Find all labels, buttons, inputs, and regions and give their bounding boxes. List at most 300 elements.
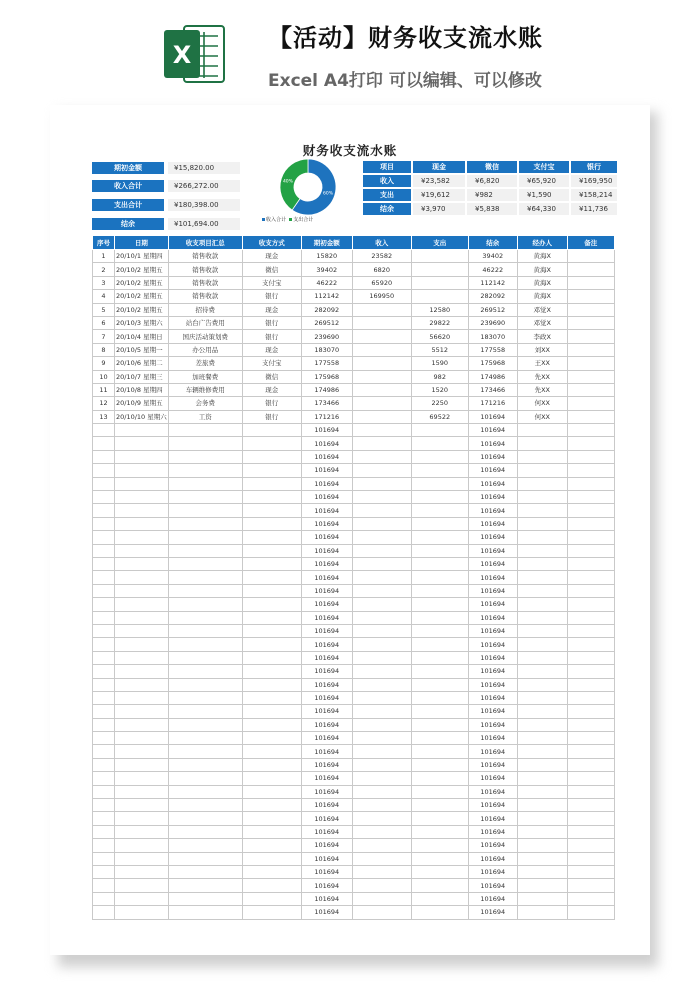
ledger-cell[interactable] [411,477,468,490]
ledger-cell[interactable]: 现金 [242,343,301,356]
ledger-cell[interactable] [93,437,115,450]
ledger-cell[interactable] [517,584,567,597]
ledger-cell[interactable] [242,531,301,544]
ledger-cell[interactable] [115,651,169,664]
ledger-cell[interactable] [411,665,468,678]
ledger-cell[interactable] [352,343,411,356]
ledger-cell[interactable] [411,691,468,704]
ledger-cell[interactable] [115,491,169,504]
ledger-cell[interactable]: 101694 [468,504,517,517]
ledger-cell[interactable]: 101694 [468,732,517,745]
ledger-cell[interactable]: 黄海X [517,263,567,276]
ledger-cell[interactable] [93,865,115,878]
ledger-cell[interactable] [567,758,614,771]
ledger-cell[interactable]: 101694 [468,517,517,530]
ledger-cell[interactable]: 站台广告费用 [168,316,242,329]
ledger-cell[interactable]: 邓觉X [517,316,567,329]
ledger-cell[interactable]: 46222 [301,276,352,289]
ledger-cell[interactable]: 10 [93,370,115,383]
ledger-cell[interactable]: 101694 [468,892,517,905]
ledger-cell[interactable]: 15820 [301,250,352,263]
ledger-cell[interactable] [567,799,614,812]
ledger-cell[interactable] [168,879,242,892]
ledger-cell[interactable] [567,276,614,289]
ledger-cell[interactable] [115,584,169,597]
ledger-cell[interactable] [93,852,115,865]
ledger-cell[interactable] [567,812,614,825]
ledger-cell[interactable]: 销售收款 [168,263,242,276]
ledger-cell[interactable] [242,557,301,570]
ledger-cell[interactable]: 173466 [468,383,517,396]
ledger-cell[interactable]: 8 [93,343,115,356]
ledger-cell[interactable] [517,812,567,825]
ledger-cell[interactable]: 101694 [468,852,517,865]
ledger-cell[interactable] [242,611,301,624]
ledger-cell[interactable] [517,678,567,691]
ledger-cell[interactable] [242,624,301,637]
ledger-cell[interactable] [168,799,242,812]
ledger-cell[interactable] [411,799,468,812]
ledger-cell[interactable]: 174986 [468,370,517,383]
ledger-cell[interactable]: 1590 [411,357,468,370]
ledger-cell[interactable] [411,624,468,637]
ledger-cell[interactable] [115,799,169,812]
ledger-cell[interactable]: 239690 [301,330,352,343]
ledger-cell[interactable] [115,865,169,878]
ledger-cell[interactable]: 175968 [301,370,352,383]
ledger-cell[interactable] [168,745,242,758]
ledger-cell[interactable] [115,785,169,798]
ledger-cell[interactable] [115,611,169,624]
ledger-cell[interactable]: 先XX [517,370,567,383]
ledger-cell[interactable] [567,397,614,410]
ledger-cell[interactable]: 101694 [468,611,517,624]
ledger-cell[interactable]: 101694 [301,598,352,611]
ledger-cell[interactable] [93,477,115,490]
ledger-cell[interactable] [115,732,169,745]
ledger-cell[interactable]: 银行 [242,290,301,303]
ledger-cell[interactable]: 101694 [301,732,352,745]
ledger-cell[interactable] [93,678,115,691]
ledger-cell[interactable]: 169950 [352,290,411,303]
ledger-cell[interactable] [93,584,115,597]
ledger-cell[interactable]: 微信 [242,263,301,276]
ledger-cell[interactable]: 101694 [301,799,352,812]
ledger-cell[interactable] [352,357,411,370]
ledger-cell[interactable] [567,785,614,798]
ledger-cell[interactable] [567,571,614,584]
ledger-cell[interactable]: 黄海X [517,290,567,303]
ledger-cell[interactable] [567,250,614,263]
ledger-cell[interactable] [352,745,411,758]
ledger-cell[interactable] [517,437,567,450]
ledger-cell[interactable] [567,865,614,878]
ledger-cell[interactable]: 银行 [242,410,301,423]
ledger-cell[interactable]: 177558 [301,357,352,370]
ledger-cell[interactable] [567,370,614,383]
ledger-cell[interactable]: 101694 [468,665,517,678]
ledger-cell[interactable]: 101694 [301,865,352,878]
ledger-cell[interactable] [352,450,411,463]
ledger-cell[interactable] [115,517,169,530]
ledger-cell[interactable] [352,825,411,838]
ledger-cell[interactable] [352,410,411,423]
ledger-cell[interactable] [93,638,115,651]
ledger-cell[interactable]: 101694 [468,758,517,771]
ledger-cell[interactable]: 175968 [468,357,517,370]
ledger-cell[interactable] [242,852,301,865]
ledger-cell[interactable]: 20/10/1 星期四 [115,250,169,263]
ledger-cell[interactable]: 20/10/4 星期日 [115,330,169,343]
ledger-cell[interactable] [517,477,567,490]
ledger-cell[interactable]: 何XX [517,410,567,423]
ledger-cell[interactable] [168,678,242,691]
ledger-cell[interactable] [168,812,242,825]
ledger-cell[interactable] [168,785,242,798]
ledger-cell[interactable] [242,772,301,785]
ledger-cell[interactable] [242,665,301,678]
ledger-cell[interactable] [115,745,169,758]
ledger-cell[interactable]: 177558 [468,343,517,356]
ledger-cell[interactable]: 23582 [352,250,411,263]
ledger-cell[interactable]: 101694 [468,638,517,651]
ledger-cell[interactable] [352,316,411,329]
ledger-cell[interactable] [242,691,301,704]
ledger-cell[interactable]: 282092 [301,303,352,316]
ledger-cell[interactable] [411,290,468,303]
ledger-cell[interactable] [242,491,301,504]
ledger-cell[interactable] [411,544,468,557]
ledger-cell[interactable] [93,611,115,624]
ledger-cell[interactable]: 101694 [301,812,352,825]
ledger-cell[interactable] [567,705,614,718]
ledger-cell[interactable] [411,745,468,758]
ledger-cell[interactable]: 101694 [468,571,517,584]
ledger-cell[interactable] [411,450,468,463]
ledger-cell[interactable]: 101694 [301,785,352,798]
ledger-cell[interactable] [411,491,468,504]
ledger-cell[interactable] [115,812,169,825]
ledger-cell[interactable] [168,624,242,637]
ledger-cell[interactable]: 101694 [468,865,517,878]
ledger-cell[interactable] [567,504,614,517]
ledger-cell[interactable] [93,879,115,892]
ledger-cell[interactable]: 101694 [301,531,352,544]
ledger-cell[interactable] [517,772,567,785]
ledger-cell[interactable] [93,732,115,745]
ledger-cell[interactable]: 39402 [468,250,517,263]
ledger-cell[interactable]: 支付宝 [242,276,301,289]
ledger-cell[interactable] [517,732,567,745]
ledger-cell[interactable] [352,464,411,477]
ledger-cell[interactable] [567,410,614,423]
ledger-cell[interactable] [115,825,169,838]
ledger-cell[interactable] [567,263,614,276]
ledger-cell[interactable] [517,865,567,878]
ledger-cell[interactable] [411,263,468,276]
ledger-cell[interactable]: 101694 [468,705,517,718]
ledger-cell[interactable]: 5 [93,303,115,316]
ledger-cell[interactable] [115,772,169,785]
ledger-cell[interactable] [352,504,411,517]
ledger-cell[interactable]: 101694 [468,531,517,544]
ledger-cell[interactable] [352,785,411,798]
ledger-cell[interactable]: 20/10/2 星期五 [115,276,169,289]
ledger-cell[interactable] [567,839,614,852]
ledger-cell[interactable] [242,584,301,597]
ledger-cell[interactable] [115,718,169,731]
ledger-cell[interactable]: 差旅费 [168,357,242,370]
ledger-cell[interactable] [242,464,301,477]
ledger-cell[interactable] [567,303,614,316]
ledger-cell[interactable] [567,450,614,463]
ledger-cell[interactable] [168,437,242,450]
ledger-cell[interactable] [567,665,614,678]
ledger-cell[interactable] [115,839,169,852]
ledger-cell[interactable]: 12 [93,397,115,410]
ledger-cell[interactable] [352,611,411,624]
ledger-cell[interactable] [567,745,614,758]
ledger-cell[interactable] [352,879,411,892]
ledger-cell[interactable] [411,517,468,530]
ledger-cell[interactable]: 101694 [468,799,517,812]
ledger-cell[interactable] [411,678,468,691]
ledger-cell[interactable] [168,839,242,852]
ledger-cell[interactable]: 会务费 [168,397,242,410]
ledger-cell[interactable]: 5512 [411,343,468,356]
ledger-cell[interactable] [567,598,614,611]
ledger-cell[interactable] [517,651,567,664]
ledger-cell[interactable] [352,839,411,852]
ledger-cell[interactable] [567,557,614,570]
ledger-cell[interactable] [411,531,468,544]
ledger-cell[interactable]: 7 [93,330,115,343]
ledger-cell[interactable] [242,437,301,450]
ledger-cell[interactable] [352,665,411,678]
ledger-cell[interactable]: 现金 [242,303,301,316]
ledger-cell[interactable] [517,879,567,892]
ledger-cell[interactable]: 269512 [468,303,517,316]
ledger-cell[interactable]: 11 [93,383,115,396]
ledger-cell[interactable] [517,638,567,651]
ledger-cell[interactable]: 101694 [301,906,352,919]
ledger-cell[interactable]: 39402 [301,263,352,276]
ledger-cell[interactable] [93,718,115,731]
ledger-cell[interactable] [115,504,169,517]
ledger-cell[interactable] [242,745,301,758]
ledger-cell[interactable] [411,879,468,892]
ledger-cell[interactable]: 183070 [301,343,352,356]
ledger-cell[interactable] [411,424,468,437]
ledger-cell[interactable] [168,906,242,919]
ledger-cell[interactable] [168,531,242,544]
ledger-cell[interactable] [411,584,468,597]
ledger-cell[interactable] [115,450,169,463]
ledger-cell[interactable]: 9 [93,357,115,370]
ledger-cell[interactable] [115,678,169,691]
ledger-cell[interactable] [242,450,301,463]
ledger-cell[interactable]: 2250 [411,397,468,410]
ledger-cell[interactable] [352,598,411,611]
ledger-cell[interactable] [567,357,614,370]
ledger-cell[interactable]: 6 [93,316,115,329]
ledger-cell[interactable] [352,557,411,570]
ledger-cell[interactable]: 101694 [301,879,352,892]
ledger-cell[interactable] [567,718,614,731]
ledger-cell[interactable] [168,718,242,731]
ledger-cell[interactable] [517,745,567,758]
ledger-cell[interactable] [567,638,614,651]
ledger-cell[interactable]: 101694 [468,557,517,570]
ledger-cell[interactable] [168,772,242,785]
ledger-cell[interactable] [411,785,468,798]
ledger-cell[interactable] [517,785,567,798]
ledger-cell[interactable]: 微信 [242,370,301,383]
ledger-cell[interactable]: 101694 [468,437,517,450]
ledger-cell[interactable]: 101694 [301,839,352,852]
ledger-cell[interactable]: 269512 [301,316,352,329]
ledger-cell[interactable] [411,825,468,838]
ledger-cell[interactable] [115,477,169,490]
ledger-cell[interactable] [352,772,411,785]
ledger-cell[interactable]: 现金 [242,250,301,263]
ledger-cell[interactable] [93,598,115,611]
ledger-cell[interactable]: 20/10/7 星期三 [115,370,169,383]
ledger-cell[interactable] [93,464,115,477]
ledger-cell[interactable] [567,852,614,865]
ledger-cell[interactable]: 银行 [242,397,301,410]
ledger-cell[interactable] [93,812,115,825]
ledger-cell[interactable]: 支付宝 [242,357,301,370]
ledger-cell[interactable] [168,424,242,437]
ledger-cell[interactable] [352,437,411,450]
ledger-cell[interactable] [567,892,614,905]
ledger-cell[interactable]: 101694 [301,611,352,624]
ledger-cell[interactable]: 101694 [468,745,517,758]
ledger-cell[interactable] [115,906,169,919]
ledger-cell[interactable] [242,892,301,905]
ledger-cell[interactable]: 车辆维修费用 [168,383,242,396]
ledger-cell[interactable]: 171216 [468,397,517,410]
ledger-cell[interactable]: 6820 [352,263,411,276]
ledger-cell[interactable] [352,732,411,745]
ledger-cell[interactable]: 69522 [411,410,468,423]
ledger-cell[interactable]: 101694 [468,464,517,477]
ledger-cell[interactable] [411,906,468,919]
ledger-cell[interactable] [411,732,468,745]
ledger-cell[interactable] [411,250,468,263]
ledger-cell[interactable]: 101694 [301,638,352,651]
ledger-cell[interactable] [93,651,115,664]
ledger-cell[interactable] [168,638,242,651]
ledger-cell[interactable] [93,571,115,584]
ledger-cell[interactable] [115,758,169,771]
ledger-cell[interactable] [115,571,169,584]
ledger-cell[interactable] [567,343,614,356]
ledger-cell[interactable]: 101694 [301,651,352,664]
ledger-cell[interactable] [567,424,614,437]
ledger-cell[interactable] [168,651,242,664]
ledger-cell[interactable] [115,624,169,637]
ledger-cell[interactable] [567,531,614,544]
ledger-cell[interactable]: 101694 [301,477,352,490]
ledger-cell[interactable] [242,879,301,892]
ledger-cell[interactable]: 101694 [301,718,352,731]
ledger-cell[interactable]: 20/10/5 星期一 [115,343,169,356]
ledger-cell[interactable]: 现金 [242,383,301,396]
ledger-cell[interactable] [168,611,242,624]
ledger-cell[interactable] [411,611,468,624]
ledger-cell[interactable] [352,544,411,557]
ledger-cell[interactable] [352,477,411,490]
ledger-cell[interactable] [352,758,411,771]
ledger-cell[interactable] [93,772,115,785]
ledger-cell[interactable] [168,865,242,878]
ledger-cell[interactable]: 101694 [468,544,517,557]
ledger-cell[interactable] [168,504,242,517]
ledger-cell[interactable] [352,424,411,437]
ledger-cell[interactable] [242,651,301,664]
ledger-cell[interactable] [517,557,567,570]
ledger-cell[interactable] [411,852,468,865]
ledger-cell[interactable]: 黄海X [517,276,567,289]
ledger-cell[interactable]: 销售收款 [168,250,242,263]
ledger-cell[interactable] [567,584,614,597]
ledger-cell[interactable] [517,892,567,905]
ledger-cell[interactable] [411,772,468,785]
ledger-cell[interactable] [352,906,411,919]
ledger-cell[interactable]: 101694 [301,678,352,691]
ledger-cell[interactable]: 101694 [468,906,517,919]
ledger-cell[interactable] [168,477,242,490]
ledger-cell[interactable] [168,491,242,504]
ledger-cell[interactable]: 20/10/2 星期五 [115,303,169,316]
ledger-cell[interactable]: 101694 [301,772,352,785]
ledger-cell[interactable]: 101694 [468,825,517,838]
ledger-cell[interactable] [168,544,242,557]
ledger-cell[interactable] [352,799,411,812]
ledger-cell[interactable] [517,517,567,530]
ledger-cell[interactable]: 销售收款 [168,290,242,303]
ledger-cell[interactable]: 101694 [468,477,517,490]
ledger-cell[interactable] [242,571,301,584]
ledger-cell[interactable]: 101694 [468,718,517,731]
ledger-cell[interactable] [411,865,468,878]
ledger-cell[interactable] [517,691,567,704]
ledger-cell[interactable]: 101694 [301,557,352,570]
ledger-cell[interactable]: 20/10/2 星期五 [115,263,169,276]
ledger-cell[interactable] [352,651,411,664]
ledger-cell[interactable] [93,705,115,718]
ledger-cell[interactable] [93,691,115,704]
ledger-cell[interactable]: 12580 [411,303,468,316]
ledger-cell[interactable] [567,330,614,343]
ledger-cell[interactable] [352,865,411,878]
ledger-cell[interactable]: 4 [93,290,115,303]
ledger-cell[interactable] [411,276,468,289]
ledger-cell[interactable] [352,852,411,865]
ledger-cell[interactable]: 2 [93,263,115,276]
ledger-cell[interactable]: 20/10/9 星期五 [115,397,169,410]
ledger-cell[interactable]: 101694 [468,424,517,437]
ledger-cell[interactable] [411,638,468,651]
ledger-cell[interactable]: 171216 [301,410,352,423]
ledger-cell[interactable] [411,718,468,731]
ledger-cell[interactable] [567,544,614,557]
ledger-cell[interactable] [168,825,242,838]
ledger-cell[interactable]: 101694 [301,450,352,463]
ledger-cell[interactable] [352,571,411,584]
